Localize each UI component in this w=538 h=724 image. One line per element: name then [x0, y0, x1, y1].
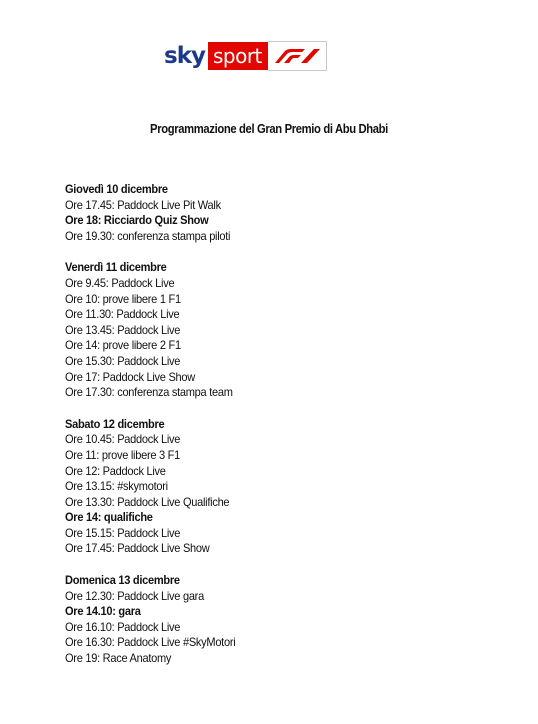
day-block [65, 182, 250, 244]
schedule-item: Ore 15.30: Paddock Live [65, 353, 181, 368]
schedule-item: Ore 19.30: conferenza stampa piloti [65, 228, 231, 243]
day-heading: Giovedì 10 dicembre [65, 182, 168, 196]
schedule-item: Ore 11.30: Paddock Live [65, 307, 180, 322]
schedule-item: Ore 17.45: Paddock Live Show [65, 541, 210, 556]
day-heading: Venerdì 11 dicembre [65, 260, 167, 275]
schedule-item: Ore 14: prove libere 2 F1 [65, 338, 181, 353]
day-block [65, 573, 250, 667]
f1-logo-icon [268, 41, 327, 71]
schedule-item: Ore 13.45: Paddock Live [65, 322, 181, 337]
schedule-item: Ore 16.10: Paddock Live [65, 619, 181, 634]
schedule-item: Ore 17: Paddock Live Show [65, 369, 195, 384]
schedule-item: Ore 19: Race Anatomy [65, 651, 172, 666]
sky-wordmark: sky [164, 43, 205, 69]
schedule-item: Ore 15.15: Paddock Live [65, 525, 181, 540]
day-block [65, 417, 250, 557]
day-block [65, 260, 250, 400]
schedule-item: Ore 17.45: Paddock Live Pit Walk [65, 197, 221, 212]
schedule-item: Ore 13.30: Paddock Live Qualifiche [65, 494, 230, 509]
schedule-item: Ore 9.45: Paddock Live [65, 275, 175, 290]
schedule-item: Ore 13.15: #skymotori [65, 479, 168, 494]
day-heading: Sabato 12 dicembre [65, 416, 165, 431]
schedule-list [65, 182, 250, 683]
sport-wordmark: sport [208, 42, 268, 70]
page-title: Programmazione del Gran Premio di Abu Dhabi [150, 122, 388, 136]
schedule-item: Ore 17.30: conferenza stampa team [65, 385, 233, 400]
schedule-item: Ore 14: qualifiche [65, 510, 153, 525]
day-heading: Domenica 13 dicembre [65, 573, 180, 588]
schedule-item: Ore 12.30: Paddock Live gara [65, 588, 204, 603]
sky-sport-f1-logo [164, 40, 327, 72]
schedule-item: Ore 16.30: Paddock Live #SkyMotori [65, 635, 236, 650]
schedule-item: Ore 12: Paddock Live [65, 463, 166, 478]
schedule-item: Ore 11: prove libere 3 F1 [65, 447, 181, 462]
schedule-item: Ore 10.45: Paddock Live [65, 432, 181, 447]
schedule-item: Ore 14.10: gara [65, 604, 141, 619]
schedule-item: Ore 18: Ricciardo Quiz Show [65, 213, 209, 228]
schedule-item: Ore 10: prove libere 1 F1 [65, 291, 181, 306]
